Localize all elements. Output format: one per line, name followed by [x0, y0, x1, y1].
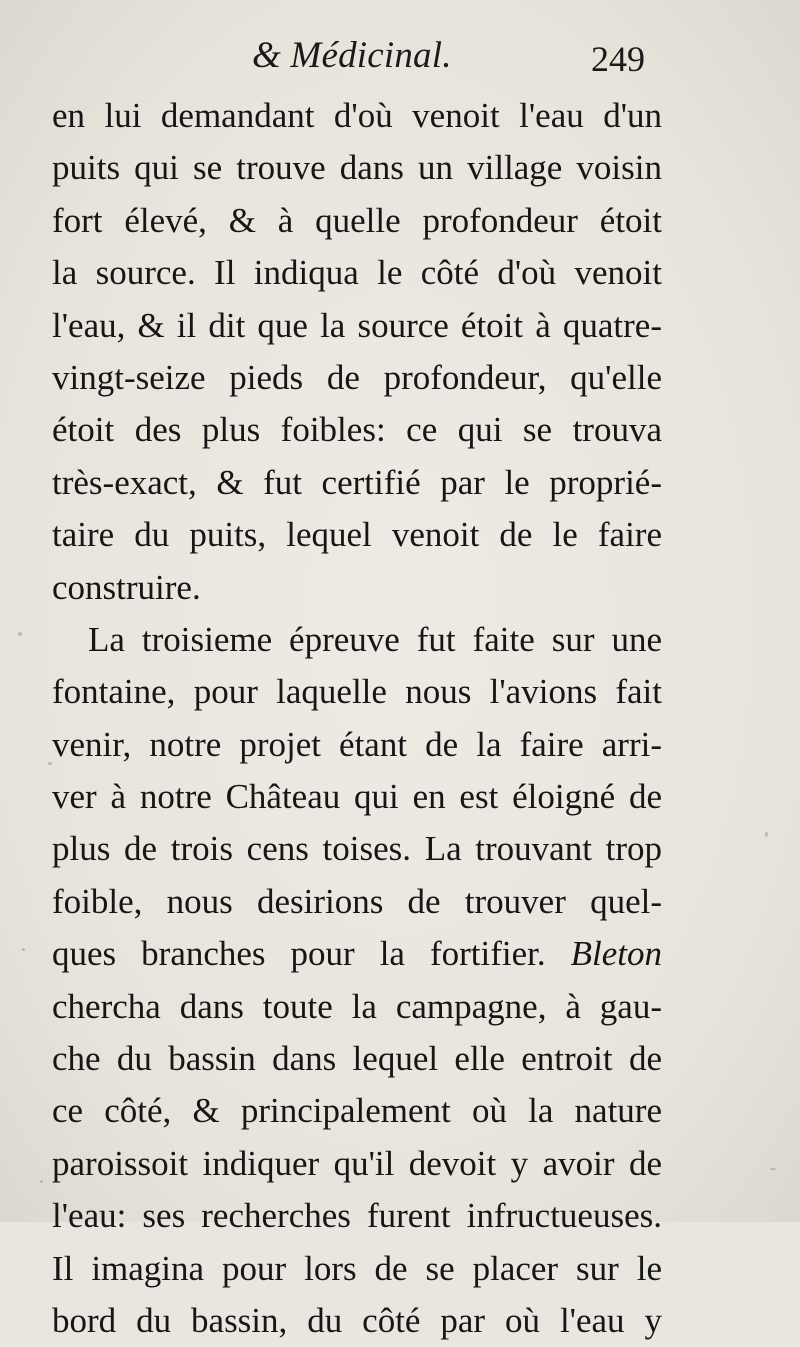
- paragraph-start-line: La troisieme épreuve fut faite sur une: [88, 619, 662, 659]
- text-line: paroissoit indiquer qu'il devoit y avoir de: [52, 1143, 662, 1183]
- paper-speck: [770, 1168, 776, 1170]
- page-header: [0, 30, 800, 86]
- page-number: 249: [591, 39, 645, 79]
- text-line: l'eau, & il dit que la source étoit à quatre-: [52, 305, 662, 345]
- body-text: [52, 90, 662, 1347]
- text-line: la source. Il indiqua le côté d'où venoit: [52, 253, 662, 293]
- text-line: vingt-seize pieds de profondeur, qu'elle: [52, 357, 662, 397]
- paragraph-end-line: construire.: [52, 567, 201, 607]
- text-line: ce côté, & principalement où la nature: [52, 1091, 662, 1131]
- text-line: très-exact, & fut certifié par le proprié-: [52, 462, 662, 502]
- text-line-with-name: [52, 928, 662, 980]
- text-line: bord du bassin, du côté par où l'eau y: [52, 1300, 662, 1340]
- text-line: l'eau: ses recherches furent infructueuses.: [52, 1196, 662, 1236]
- text-line: puits qui se trouve dans un village voisin: [52, 148, 662, 188]
- text-line: Il imagina pour lors de se placer sur le: [52, 1248, 662, 1288]
- text-line: fort élevé, & à quelle profondeur étoit: [52, 200, 662, 240]
- italic-name: Bleton: [570, 934, 662, 974]
- text-line: plus de trois cens toises. La trouvant trop: [52, 829, 662, 869]
- paper-speck: [40, 1180, 43, 1183]
- text-line: ver à notre Château qui en est éloigné de: [52, 777, 662, 817]
- paper-speck: [765, 832, 768, 837]
- text-line-segment: ques branches pour la fortifier.: [52, 934, 546, 974]
- text-line: che du bassin dans lequel elle entroit de: [52, 1039, 662, 1079]
- text-line: taire du puits, lequel venoit de le faire: [52, 515, 662, 555]
- text-line: fontaine, pour laquelle nous l'avions fait: [52, 672, 662, 712]
- paper-speck: [18, 632, 22, 636]
- text-line: en lui demandant d'où venoit l'eau d'un: [52, 96, 662, 135]
- text-line: chercha dans toute la campagne, à gau-: [52, 986, 662, 1026]
- text-line: foible, nous desirions de trouver quel-: [52, 881, 662, 921]
- paper-speck: [22, 948, 25, 951]
- paper-speck: [48, 762, 52, 765]
- running-head: & Médicinal.: [252, 35, 452, 76]
- text-line: venir, notre projet étant de la faire arri-: [52, 724, 662, 764]
- text-line: étoit des plus foibles: ce qui se trouva: [52, 410, 662, 450]
